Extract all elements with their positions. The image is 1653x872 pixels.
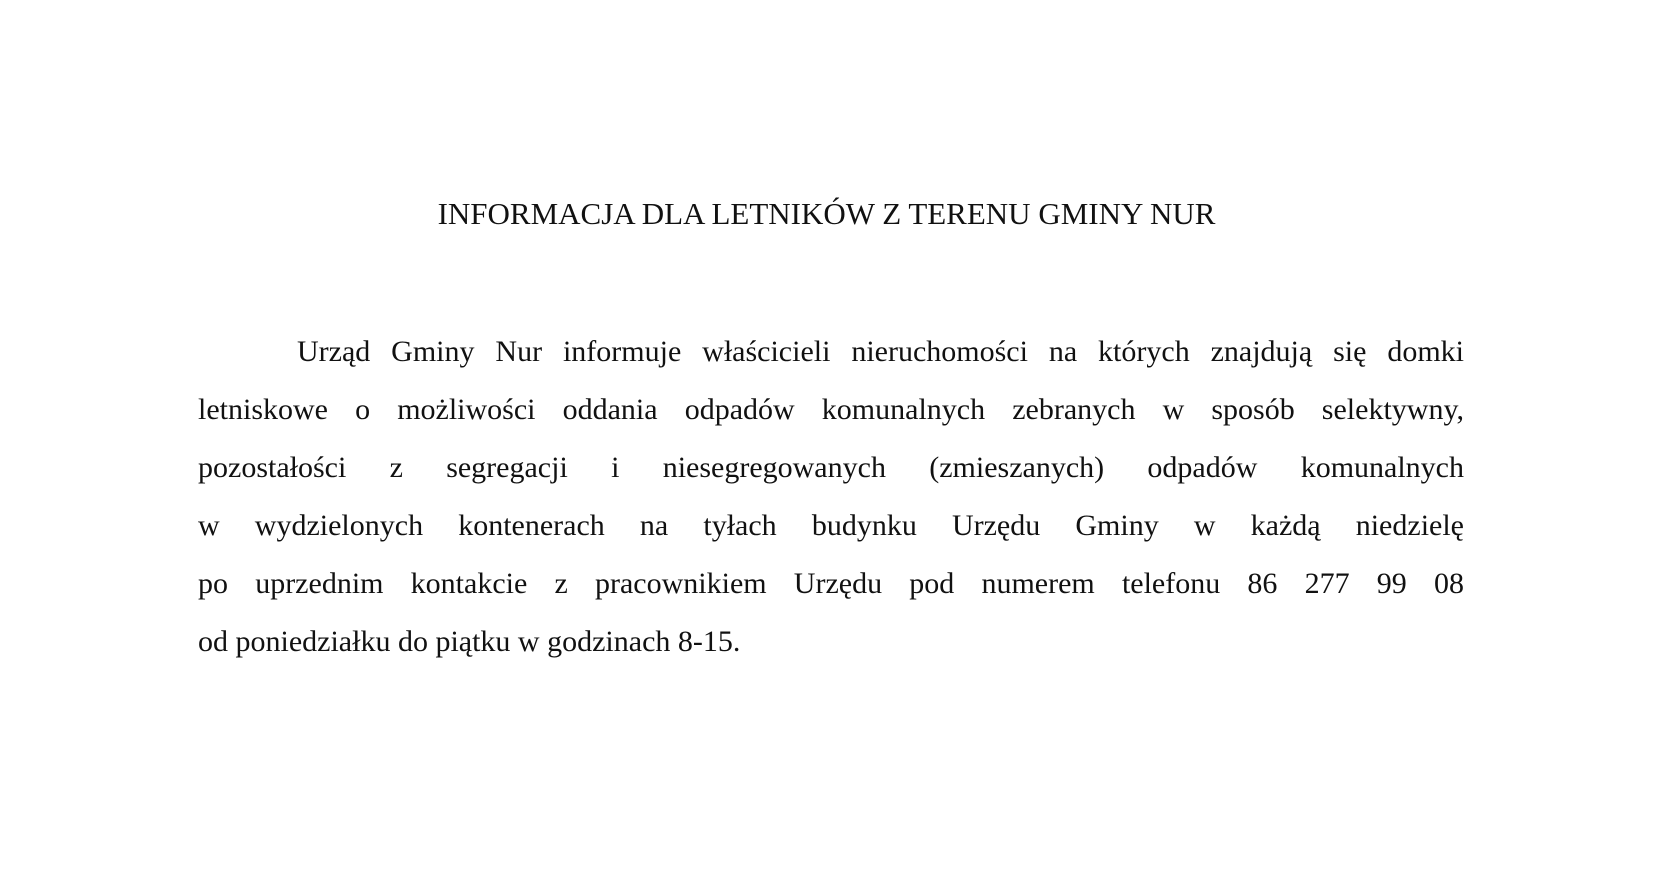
paragraph-line-3: pozostałości z segregacji i niesegregowanych (zmieszanych) odpadów komunalnych bbox=[198, 451, 1464, 484]
paragraph-line-5: po uprzednim kontakcie z pracownikiem Urzędu pod numerem telefonu 86 277 99 08 bbox=[198, 567, 1464, 600]
paragraph-line-2: letniskowe o możliwości oddania odpadów komunalnych zebranych w sposób selektywny, bbox=[198, 393, 1464, 426]
document-title: INFORMACJA DLA LETNIKÓW Z TERENU GMINY NUR bbox=[437, 196, 1216, 231]
paragraph-line-4: w wydzielonych kontenerach na tyłach budynku Urzędu Gminy w każdą niedzielę bbox=[198, 509, 1464, 542]
document-paragraph bbox=[198, 323, 1464, 671]
paragraph-line-1: Urząd Gminy Nur informuje właścicieli nieruchomości na których znajdują się domki bbox=[297, 335, 1464, 368]
paragraph-line-6: od poniedziałku do piątku w godzinach 8-15. bbox=[198, 625, 741, 658]
